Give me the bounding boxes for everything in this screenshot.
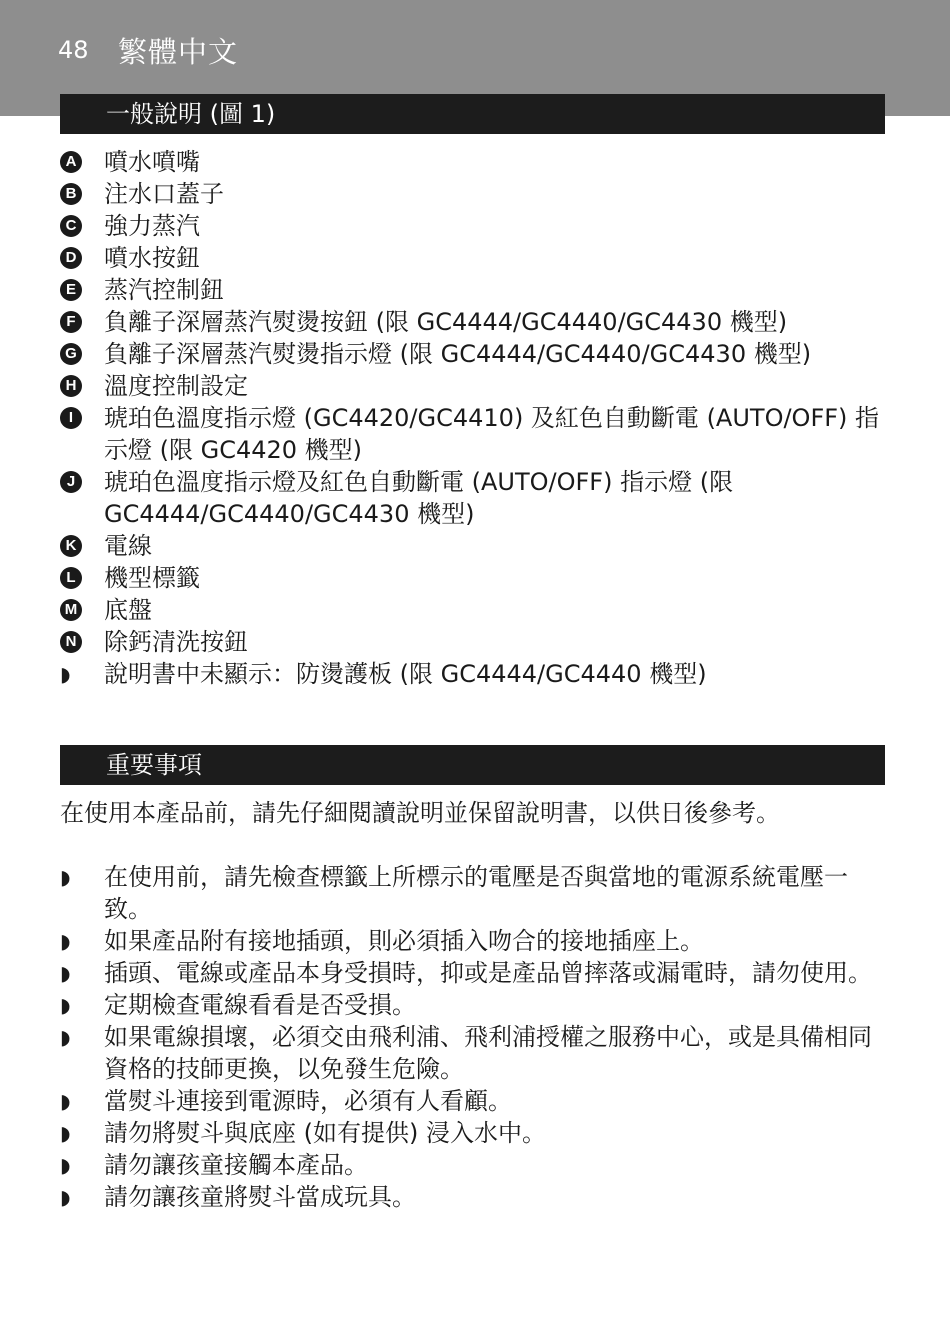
letter-badge: L (60, 567, 82, 589)
letter-badge: B (60, 183, 82, 205)
list-item (60, 242, 890, 274)
bullet-icon: ◗ (60, 1153, 71, 1177)
note-item (60, 658, 890, 690)
bullet-icon: ◗ (60, 662, 71, 686)
list-item (60, 594, 890, 626)
part-label: 琥珀色溫度指示燈 (GC4420/GC4410) 及紅色自動斷電 (AUTO/OFF) 指示燈 (限 GC4420 機型) (104, 404, 880, 464)
notice-text: 在使用前，請先檢查標籤上所標示的電壓是否與當地的電源系統電壓一致。 (104, 863, 848, 923)
part-label: 機型標籤 (104, 564, 200, 592)
list-item (60, 530, 890, 562)
letter-badge: G (60, 343, 82, 365)
bullet-icon: ◗ (60, 1185, 71, 1209)
list-item (60, 210, 890, 242)
letter-badge: F (60, 311, 82, 333)
part-label: 溫度控制設定 (104, 372, 248, 400)
bullet-icon: ◗ (60, 961, 71, 985)
letter-badge: I (60, 407, 82, 429)
list-item (60, 861, 890, 925)
list-item (60, 1117, 890, 1149)
bullet-icon: ◗ (60, 993, 71, 1017)
list-item (60, 957, 890, 989)
bullet-icon: ◗ (60, 865, 71, 889)
notice-text: 如果電線損壞，必須交由飛利浦、飛利浦授權之服務中心，或是具備相同資格的技師更換，以免發生危險。 (104, 1023, 872, 1083)
notice-text: 請勿將熨斗與底座 (如有提供) 浸入水中。 (104, 1119, 546, 1147)
section-heading-important: 重要事項 (60, 745, 885, 785)
notice-text: 請勿讓孩童接觸本產品。 (104, 1151, 368, 1179)
notice-text: 插頭、電線或產品本身受損時，抑或是產品曾摔落或漏電時，請勿使用。 (104, 959, 872, 987)
part-label: 注水口蓋子 (104, 180, 224, 208)
notice-text: 如果產品附有接地插頭，則必須插入吻合的接地插座上。 (104, 927, 704, 955)
list-item (60, 146, 890, 178)
bullet-icon: ◗ (60, 1089, 71, 1113)
list-item (60, 402, 890, 466)
list-item (60, 925, 890, 957)
part-label: 強力蒸汽 (104, 212, 200, 240)
part-label: 除鈣清洗按鈕 (104, 628, 248, 656)
list-item (60, 466, 890, 530)
part-label: 電線 (104, 532, 152, 560)
list-item (60, 338, 890, 370)
list-item (60, 306, 890, 338)
list-item (60, 1149, 890, 1181)
list-item (60, 274, 890, 306)
parts-list (60, 146, 890, 690)
letter-badge: J (60, 471, 82, 493)
part-label: 琥珀色溫度指示燈及紅色自動斷電 (AUTO/OFF) 指示燈 (限 GC4444/GC4440/GC4430 機型) (104, 468, 734, 528)
bullet-icon: ◗ (60, 1121, 71, 1145)
list-item (60, 989, 890, 1021)
list-item (60, 370, 890, 402)
list-item (60, 1181, 890, 1213)
part-label: 噴水按鈕 (104, 244, 200, 272)
page-number: 48 (58, 36, 89, 64)
letter-badge: A (60, 151, 82, 173)
list-item (60, 178, 890, 210)
letter-badge: C (60, 215, 82, 237)
part-label: 負離子深層蒸汽熨燙按鈕 (限 GC4444/GC4440/GC4430 機型) (104, 308, 788, 336)
bullet-icon: ◗ (60, 1025, 71, 1049)
letter-badge: N (60, 631, 82, 653)
part-label: 蒸汽控制鈕 (104, 276, 224, 304)
intro-paragraph: 在使用本產品前，請先仔細閱讀說明並保留說明書，以供日後參考。 (60, 799, 780, 827)
note-text: 說明書中未顯示：防燙護板 (限 GC4444/GC4440 機型) (104, 660, 707, 688)
part-label: 噴水噴嘴 (104, 148, 200, 176)
language-label: 繁體中文 (118, 35, 239, 69)
notice-text: 請勿讓孩童將熨斗當成玩具。 (104, 1183, 416, 1211)
part-label: 負離子深層蒸汽熨燙指示燈 (限 GC4444/GC4440/GC4430 機型) (104, 340, 812, 368)
letter-badge: M (60, 599, 82, 621)
letter-badge: K (60, 535, 82, 557)
list-item (60, 626, 890, 658)
list-item (60, 1085, 890, 1117)
letter-badge: D (60, 247, 82, 269)
notice-text: 定期檢查電線看看是否受損。 (104, 991, 416, 1019)
letter-badge: H (60, 375, 82, 397)
notice-text: 當熨斗連接到電源時，必須有人看顧。 (104, 1087, 512, 1115)
bullet-icon: ◗ (60, 929, 71, 953)
letter-badge: E (60, 279, 82, 301)
list-item (60, 562, 890, 594)
part-label: 底盤 (104, 596, 152, 624)
safety-list (60, 861, 890, 1213)
section-heading-general: 一般說明 (圖 1) (60, 94, 885, 134)
list-item (60, 1021, 890, 1085)
